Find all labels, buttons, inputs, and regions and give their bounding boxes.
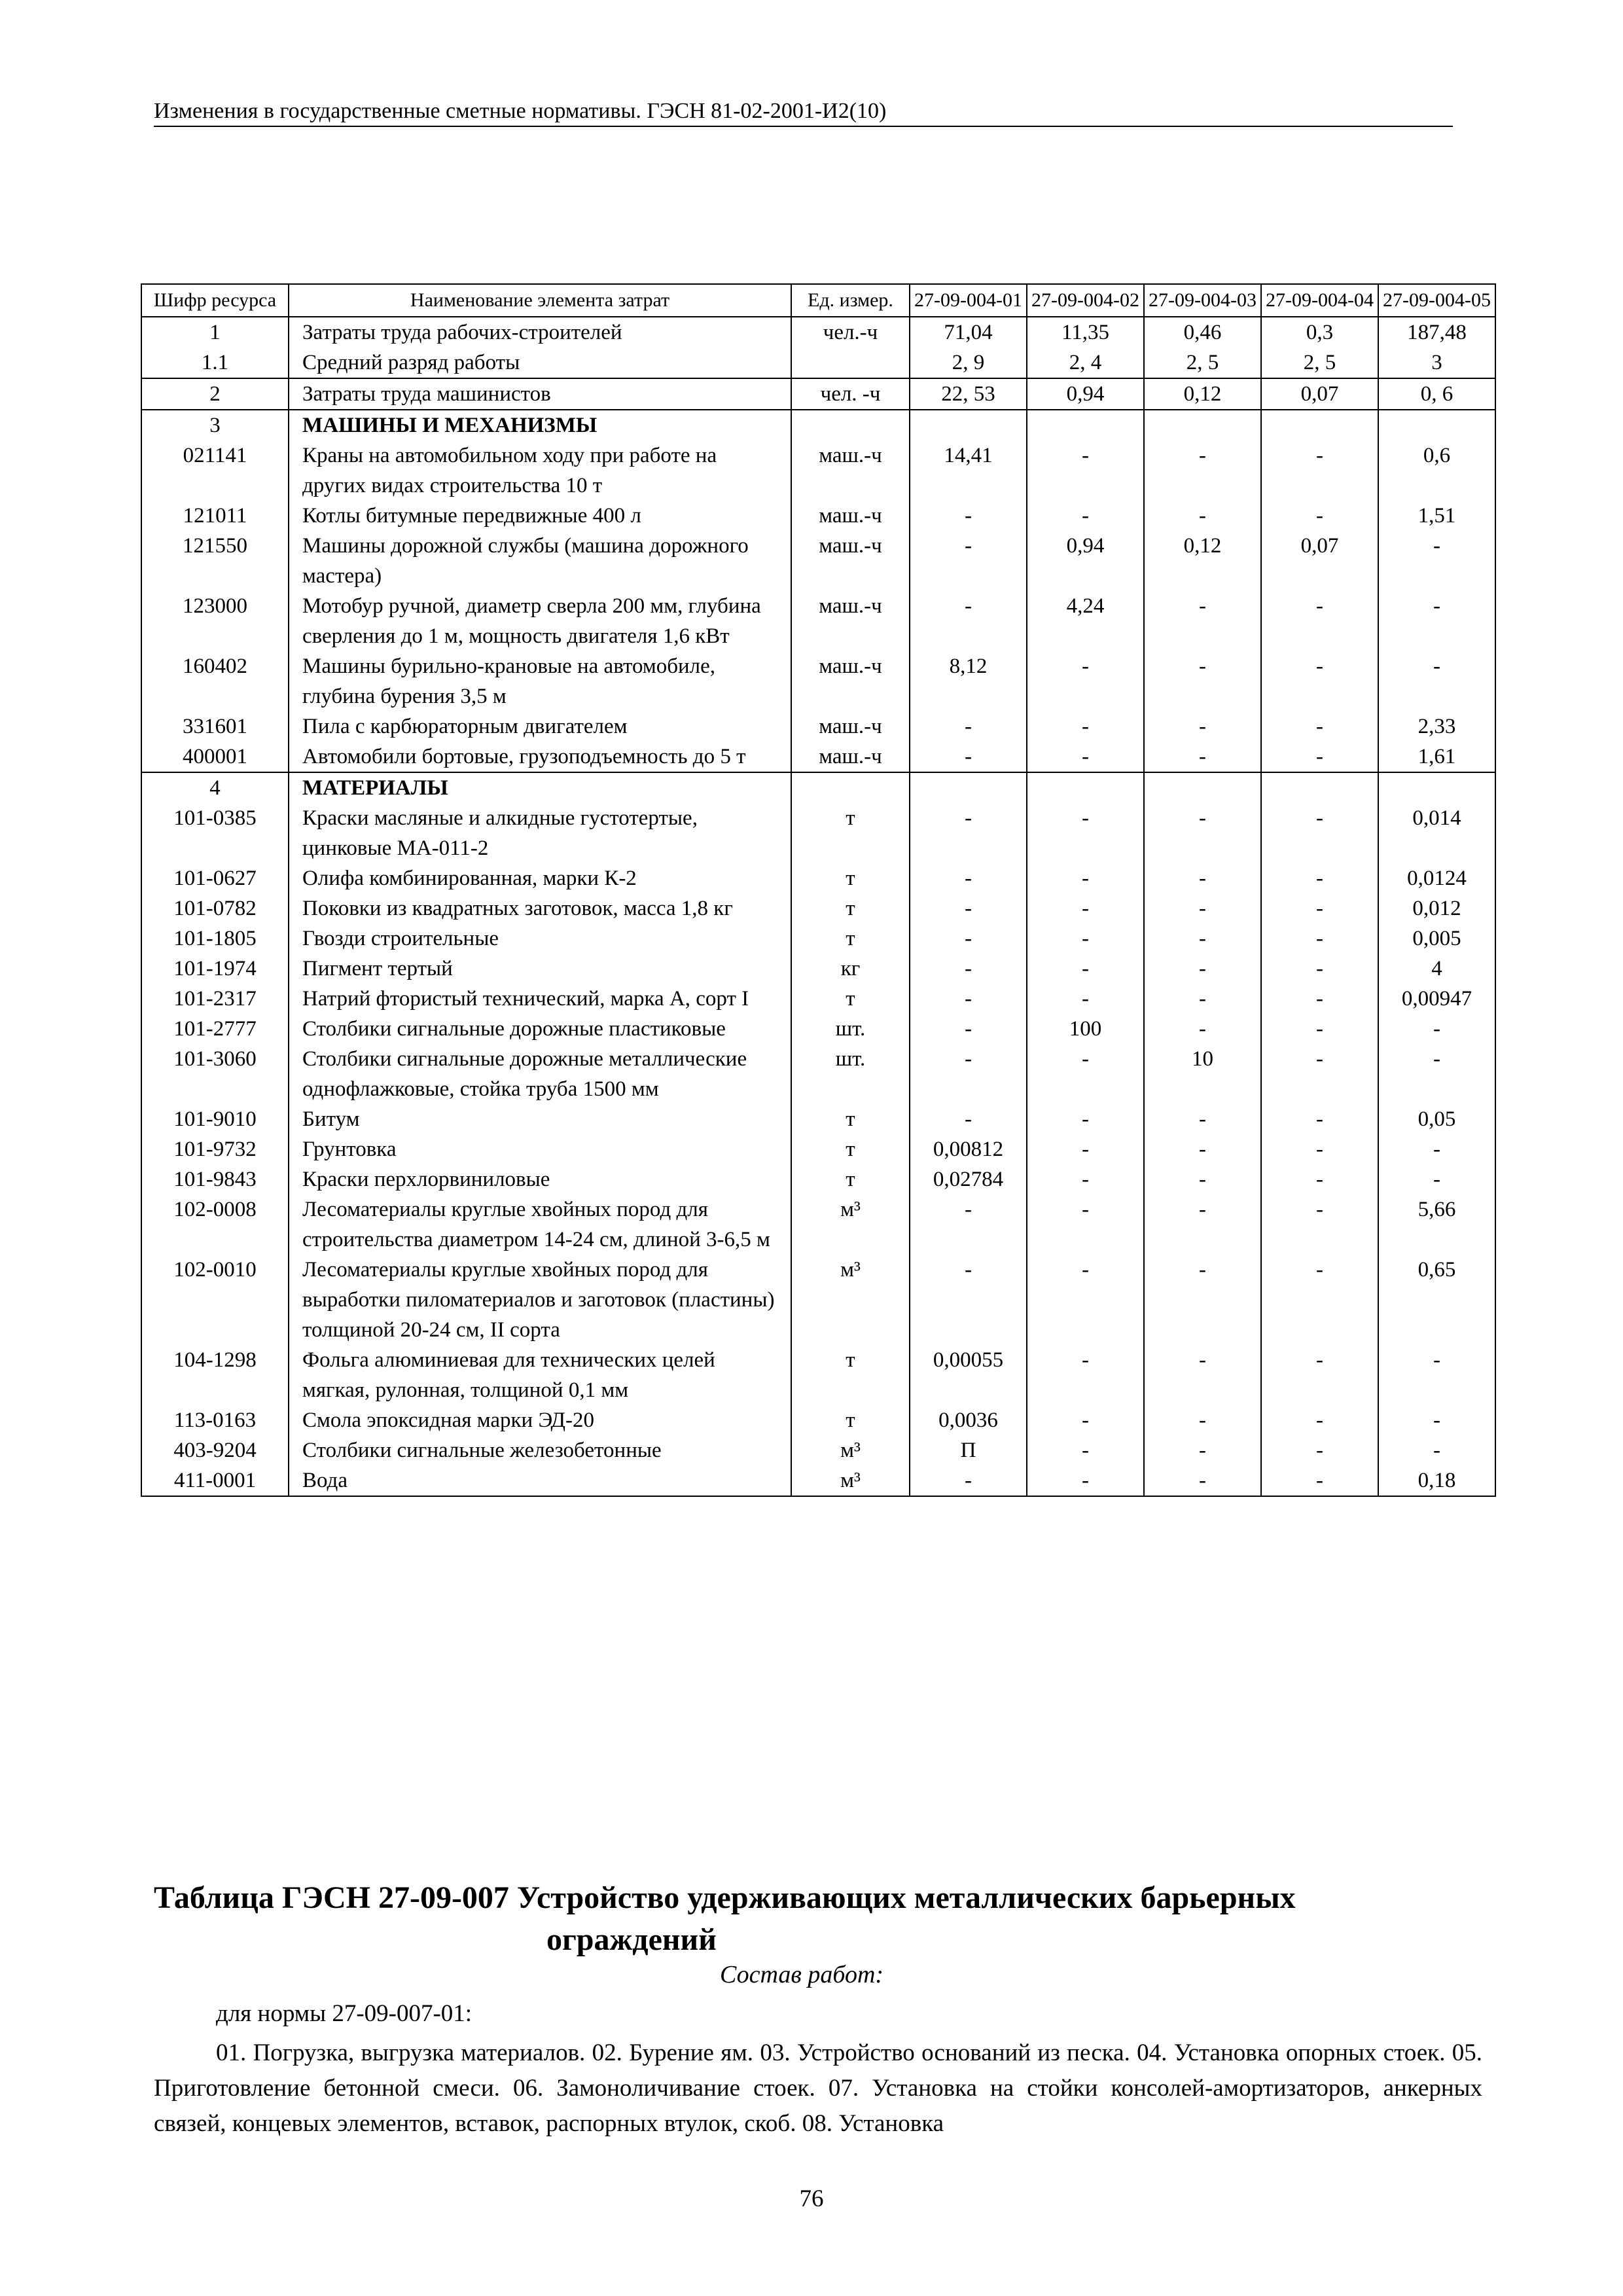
resource-name-cell: Краны на автомобильном ходу при работе на других видах строительства 10 т	[289, 440, 791, 501]
norm-value-cell: 0,18	[1378, 1465, 1495, 1496]
norm-value-cell: 2, 5	[1261, 348, 1378, 378]
resource-name-cell: Столбики сигнальные железобетонные	[289, 1435, 791, 1465]
norm-value-cell: 0,0124	[1378, 863, 1495, 893]
resource-name-cell: Краски масляные и алкидные густотертые, цинковые МА-011-2	[289, 803, 791, 863]
table-row	[141, 893, 1495, 924]
table-row	[141, 378, 1495, 410]
norm-value-cell: 0,94	[1027, 531, 1144, 591]
norm-value-cell: -	[1144, 1164, 1261, 1194]
norm-value-cell: 0,65	[1378, 1255, 1495, 1345]
norm-value-cell: 0,6	[1378, 440, 1495, 501]
norm-value-cell: -	[1027, 711, 1144, 742]
norm-value-cell: -	[910, 863, 1027, 893]
unit-cell: маш.-ч	[791, 711, 910, 742]
norm-value-cell: -	[1144, 591, 1261, 651]
unit-cell: маш.-ч	[791, 742, 910, 772]
table-row	[141, 1104, 1495, 1134]
section-title-line-2: ограждений	[546, 1922, 717, 1957]
resource-code-cell: 123000	[141, 591, 289, 651]
table-row	[141, 501, 1495, 531]
resource-code-cell: 101-9843	[141, 1164, 289, 1194]
norm-value-cell: 2,33	[1378, 711, 1495, 742]
column-header-norm-4: 27-09-004-04	[1261, 284, 1378, 317]
table-row	[141, 924, 1495, 954]
norm-value-cell: 71,04	[910, 317, 1027, 348]
table-row	[141, 531, 1495, 591]
resource-name-cell: Котлы битумные передвижные 400 л	[289, 501, 791, 531]
norm-value-cell: 0,07	[1261, 378, 1378, 410]
column-header-unit: Ед. измер.	[791, 284, 910, 317]
norm-reference: для нормы 27-09-007-01:	[216, 2000, 473, 2027]
norm-value-cell: -	[1027, 1255, 1144, 1345]
norm-value-cell: -	[910, 501, 1027, 531]
resource-name-cell: Пила с карбюраторным двигателем	[289, 711, 791, 742]
norm-value-cell: 0,12	[1144, 378, 1261, 410]
norm-value-cell: -	[1261, 1134, 1378, 1164]
norm-value-cell: -	[910, 1104, 1027, 1134]
resource-code-cell: 101-3060	[141, 1044, 289, 1104]
norm-value-cell: -	[1261, 1405, 1378, 1435]
resource-code-cell: 101-9732	[141, 1134, 289, 1164]
norm-value-cell: 0,012	[1378, 893, 1495, 924]
norm-value-cell: 14,41	[910, 440, 1027, 501]
norm-value-cell: -	[1261, 803, 1378, 863]
resource-code-cell: 411-0001	[141, 1465, 289, 1496]
norm-value-cell: -	[1378, 1164, 1495, 1194]
norm-value-cell: -	[1027, 651, 1144, 711]
resource-name-cell: Битум	[289, 1104, 791, 1134]
unit-cell: маш.-ч	[791, 531, 910, 591]
section-title	[154, 1877, 1495, 1961]
norm-value-cell: 11,35	[1027, 317, 1144, 348]
resource-code-cell: 101-2777	[141, 1014, 289, 1044]
column-header-code: Шифр ресурса	[141, 284, 289, 317]
norm-value-cell: -	[1144, 954, 1261, 984]
running-header: Изменения в государственные сметные нормативы. ГЭСН 81-02-2001-И2(10)	[154, 98, 1453, 127]
norm-value-cell: -	[1144, 803, 1261, 863]
table-row	[141, 1435, 1495, 1465]
norm-value-cell: -	[1027, 1405, 1144, 1435]
norm-value-cell: 3	[1378, 348, 1495, 378]
work-composition-text: 01. Погрузка, выгрузка материалов. 02. Бурение ям. 03. Устройство оснований из песка. 04. Установка опорных стоек. 05. Приготовление бетонной смеси. 06. Замоноличивание стоек. 07. Установка на стойки консолей-амортизаторов, анкерных связей, концевых элементов, вставок, распорных втулок, скоб. 08. Установка	[154, 2039, 1482, 2137]
resource-name-cell: Поковки из квадратных заготовок, масса 1,8 кг	[289, 893, 791, 924]
norm-value-cell: -	[910, 591, 1027, 651]
table-row	[141, 1164, 1495, 1194]
unit-cell: чел.-ч	[791, 317, 910, 348]
norm-value-cell: 10	[1144, 1044, 1261, 1104]
norm-value-cell: -	[1378, 1044, 1495, 1104]
norm-value-cell	[910, 772, 1027, 803]
table-row	[141, 1465, 1495, 1496]
resource-code-cell: 101-9010	[141, 1104, 289, 1134]
norm-value-cell: -	[1261, 893, 1378, 924]
unit-cell: маш.-ч	[791, 651, 910, 711]
column-header-norm-3: 27-09-004-03	[1144, 284, 1261, 317]
norm-value-cell: -	[910, 1044, 1027, 1104]
norm-value-cell	[1027, 772, 1144, 803]
resource-code-cell: 4	[141, 772, 289, 803]
unit-cell: маш.-ч	[791, 591, 910, 651]
norm-value-cell: -	[1144, 1405, 1261, 1435]
unit-cell: маш.-ч	[791, 501, 910, 531]
norm-value-cell: 0,00812	[910, 1134, 1027, 1164]
norm-value-cell: -	[1027, 803, 1144, 863]
norm-value-cell: -	[910, 984, 1027, 1014]
norm-value-cell: -	[1027, 1104, 1144, 1134]
resource-code-cell: 160402	[141, 651, 289, 711]
table-row	[141, 651, 1495, 711]
resource-code-cell: 2	[141, 378, 289, 410]
norm-value-cell: 4	[1378, 954, 1495, 984]
norm-value-cell: 1,51	[1378, 501, 1495, 531]
norm-value-cell: -	[1261, 1255, 1378, 1345]
norm-value-cell: -	[1027, 440, 1144, 501]
resource-code-cell: 101-1805	[141, 924, 289, 954]
norm-value-cell: -	[910, 803, 1027, 863]
resource-name-cell: Столбики сигнальные дорожные пластиковые	[289, 1014, 791, 1044]
resource-code-cell: 403-9204	[141, 1435, 289, 1465]
norm-value-cell: 22, 53	[910, 378, 1027, 410]
norm-value-cell: -	[1378, 1345, 1495, 1405]
norm-value-cell: -	[910, 954, 1027, 984]
norm-value-cell: -	[1144, 440, 1261, 501]
norm-value-cell: -	[1261, 1164, 1378, 1194]
norm-value-cell	[1261, 772, 1378, 803]
unit-cell: м³	[791, 1435, 910, 1465]
norm-value-cell: -	[1144, 1465, 1261, 1496]
norm-value-cell: 0,00055	[910, 1345, 1027, 1405]
norm-value-cell: -	[1378, 651, 1495, 711]
norm-value-cell: -	[1027, 501, 1144, 531]
norm-value-cell: -	[1027, 924, 1144, 954]
norm-value-cell: -	[1027, 1194, 1144, 1255]
unit-cell	[791, 772, 910, 803]
norm-value-cell: 0,46	[1144, 317, 1261, 348]
norm-value-cell: -	[1378, 1405, 1495, 1435]
page-number: 76	[799, 2185, 824, 2212]
norm-value-cell: -	[910, 711, 1027, 742]
norm-value-cell: -	[1261, 1104, 1378, 1134]
norm-value-cell: П	[910, 1435, 1027, 1465]
section-title-line-1: Таблица ГЭСН 27-09-007 Устройство удерживающих металлических барьерных	[154, 1880, 1296, 1915]
norm-value-cell: 0,94	[1027, 378, 1144, 410]
norm-value-cell	[1378, 410, 1495, 440]
resource-code-cell: 113-0163	[141, 1405, 289, 1435]
table-row	[141, 1345, 1495, 1405]
resource-name-cell: Автомобили бортовые, грузоподъемность до 5 т	[289, 742, 791, 772]
norm-value-cell: -	[910, 924, 1027, 954]
table-row	[141, 440, 1495, 501]
work-composition-label: Состав работ:	[720, 1961, 884, 1988]
resource-name-cell: Затраты труда машинистов	[289, 378, 791, 410]
norm-value-cell: 0,02784	[910, 1164, 1027, 1194]
resource-name-cell: Лесоматериалы круглые хвойных пород для строительства диаметром 14-24 см, длиной 3-6,5 м	[289, 1194, 791, 1255]
resource-name-cell: Мотобур ручной, диаметр сверла 200 мм, глубина сверления до 1 м, мощность двигателя 1,6 кВт	[289, 591, 791, 651]
norm-value-cell	[910, 410, 1027, 440]
resource-name-cell: Фольга алюминиевая для технических целей мягкая, рулонная, толщиной 0,1 мм	[289, 1345, 791, 1405]
table-row	[141, 1255, 1495, 1345]
norm-value-cell: -	[1144, 1345, 1261, 1405]
resource-name-cell: Грунтовка	[289, 1134, 791, 1164]
norm-value-cell: -	[1027, 742, 1144, 772]
resource-norms-table	[141, 283, 1496, 1497]
resource-code-cell: 102-0010	[141, 1255, 289, 1345]
norm-value-cell: -	[1144, 1194, 1261, 1255]
norm-value-cell: -	[1027, 863, 1144, 893]
table-body	[141, 317, 1495, 1496]
unit-cell: т	[791, 1104, 910, 1134]
resource-name-cell: Натрий фтористый технический, марка А, сорт I	[289, 984, 791, 1014]
unit-cell: т	[791, 863, 910, 893]
norm-value-cell	[1144, 410, 1261, 440]
unit-cell: м³	[791, 1194, 910, 1255]
resource-code-cell: 121550	[141, 531, 289, 591]
norm-value-cell: -	[1144, 863, 1261, 893]
norm-value-cell: -	[1378, 1134, 1495, 1164]
table-row	[141, 1014, 1495, 1044]
resource-name-cell: Машины бурильно-крановые на автомобиле, глубина бурения 3,5 м	[289, 651, 791, 711]
resource-name-cell: Лесоматериалы круглые хвойных пород для выработки пиломатериалов и заготовок (пластины) толщиной 20-24 см, II сорта	[289, 1255, 791, 1345]
norm-value-cell: -	[1027, 984, 1144, 1014]
resource-code-cell: 104-1298	[141, 1345, 289, 1405]
column-header-norm-5: 27-09-004-05	[1378, 284, 1495, 317]
table-row	[141, 348, 1495, 378]
unit-cell: т	[791, 1164, 910, 1194]
unit-cell: т	[791, 1134, 910, 1164]
table-header-row	[141, 284, 1495, 317]
norm-value-cell: -	[1261, 1345, 1378, 1405]
norm-value-cell: -	[910, 531, 1027, 591]
norm-value-cell: -	[1261, 1014, 1378, 1044]
resource-name-cell: Смола эпоксидная марки ЭД-20	[289, 1405, 791, 1435]
norm-value-cell: -	[1261, 591, 1378, 651]
norm-value-cell: 0,05	[1378, 1104, 1495, 1134]
table-row	[141, 1194, 1495, 1255]
resource-code-cell: 331601	[141, 711, 289, 742]
resource-code-cell: 121011	[141, 501, 289, 531]
unit-cell: т	[791, 1345, 910, 1405]
table-row	[141, 591, 1495, 651]
table-row	[141, 984, 1495, 1014]
norm-value-cell: -	[1261, 711, 1378, 742]
norm-value-cell: -	[1261, 742, 1378, 772]
table-row	[141, 1405, 1495, 1435]
resource-code-cell: 101-0385	[141, 803, 289, 863]
unit-cell: т	[791, 924, 910, 954]
norm-value-cell: -	[1378, 1435, 1495, 1465]
unit-cell	[791, 410, 910, 440]
norm-value-cell: -	[1378, 1014, 1495, 1044]
norm-value-cell: -	[910, 1255, 1027, 1345]
unit-cell: т	[791, 984, 910, 1014]
norm-value-cell: 5,66	[1378, 1194, 1495, 1255]
norm-value-cell: -	[1027, 954, 1144, 984]
table-row	[141, 317, 1495, 348]
table-row	[141, 1044, 1495, 1104]
unit-cell: шт.	[791, 1014, 910, 1044]
norm-value-cell: -	[1144, 1435, 1261, 1465]
resource-code-cell: 102-0008	[141, 1194, 289, 1255]
norm-value-cell	[1378, 772, 1495, 803]
norm-value-cell: -	[1261, 1465, 1378, 1496]
norm-value-cell: 0,00947	[1378, 984, 1495, 1014]
norm-value-cell: -	[1144, 651, 1261, 711]
norm-value-cell: -	[910, 742, 1027, 772]
norm-value-cell: -	[1261, 440, 1378, 501]
resource-code-cell: 1	[141, 317, 289, 348]
norm-value-cell	[1144, 772, 1261, 803]
norm-value-cell: -	[1261, 984, 1378, 1014]
norm-value-cell: 4,24	[1027, 591, 1144, 651]
table-row	[141, 1134, 1495, 1164]
norm-value-cell: -	[1378, 531, 1495, 591]
norm-value-cell: 187,48	[1378, 317, 1495, 348]
norm-value-cell: 100	[1027, 1014, 1144, 1044]
norm-value-cell: -	[1144, 1134, 1261, 1164]
norm-value-cell: -	[1261, 1194, 1378, 1255]
norm-value-cell: -	[1027, 1345, 1144, 1405]
norm-value-cell: -	[1144, 742, 1261, 772]
norm-value-cell: 2, 5	[1144, 348, 1261, 378]
resource-code-cell: 1.1	[141, 348, 289, 378]
norm-value-cell: 0,0036	[910, 1405, 1027, 1435]
norm-value-cell: -	[1144, 501, 1261, 531]
unit-cell: т	[791, 803, 910, 863]
column-header-name: Наименование элемента затрат	[289, 284, 791, 317]
table-row	[141, 954, 1495, 984]
norm-value-cell: -	[910, 1465, 1027, 1496]
resource-name-cell: Средний разряд работы	[289, 348, 791, 378]
norm-value-cell: -	[1261, 501, 1378, 531]
resource-name-cell: Гвозди строительные	[289, 924, 791, 954]
table-row	[141, 410, 1495, 440]
norm-value-cell: -	[1027, 1044, 1144, 1104]
norm-value-cell: -	[910, 1194, 1027, 1255]
norm-value-cell	[1261, 410, 1378, 440]
table-row	[141, 772, 1495, 803]
norm-value-cell: 0, 6	[1378, 378, 1495, 410]
norm-value-cell: -	[1378, 591, 1495, 651]
table-row	[141, 863, 1495, 893]
unit-cell: м³	[791, 1255, 910, 1345]
norm-value-cell: -	[1144, 924, 1261, 954]
unit-cell: маш.-ч	[791, 440, 910, 501]
unit-cell: т	[791, 893, 910, 924]
column-header-norm-2: 27-09-004-02	[1027, 284, 1144, 317]
unit-cell: м³	[791, 1465, 910, 1496]
resource-name-cell: Столбики сигнальные дорожные металлические однофлажковые, стойка труба 1500 мм	[289, 1044, 791, 1104]
norm-value-cell: 8,12	[910, 651, 1027, 711]
unit-cell: кг	[791, 954, 910, 984]
table-row	[141, 742, 1495, 772]
norm-value-cell: -	[1261, 651, 1378, 711]
resource-name-cell: МАТЕРИАЛЫ	[289, 772, 791, 803]
norm-value-cell: 0,005	[1378, 924, 1495, 954]
norm-value-cell: -	[910, 893, 1027, 924]
norm-value-cell: -	[1027, 1465, 1144, 1496]
norm-value-cell: -	[1144, 984, 1261, 1014]
resource-code-cell: 400001	[141, 742, 289, 772]
unit-cell: чел. -ч	[791, 378, 910, 410]
resource-name-cell: Краски перхлорвиниловые	[289, 1164, 791, 1194]
norm-value-cell	[1027, 410, 1144, 440]
resource-name-cell: Пигмент тертый	[289, 954, 791, 984]
norm-value-cell: 0,014	[1378, 803, 1495, 863]
resource-code-cell: 101-2317	[141, 984, 289, 1014]
resource-code-cell: 101-0627	[141, 863, 289, 893]
resource-code-cell: 021141	[141, 440, 289, 501]
resource-name-cell: МАШИНЫ И МЕХАНИЗМЫ	[289, 410, 791, 440]
resource-name-cell: Машины дорожной службы (машина дорожного мастера)	[289, 531, 791, 591]
column-header-norm-1: 27-09-004-01	[910, 284, 1027, 317]
norm-value-cell: -	[1027, 1134, 1144, 1164]
norm-value-cell: 2, 9	[910, 348, 1027, 378]
resource-name-cell: Затраты труда рабочих-строителей	[289, 317, 791, 348]
resource-code-cell: 101-1974	[141, 954, 289, 984]
norm-value-cell: -	[1027, 1164, 1144, 1194]
unit-cell: т	[791, 1405, 910, 1435]
resource-code-cell: 101-0782	[141, 893, 289, 924]
norm-value-cell: -	[1261, 954, 1378, 984]
norm-value-cell: -	[1144, 711, 1261, 742]
norm-value-cell: -	[1261, 924, 1378, 954]
norm-value-cell: 0,3	[1261, 317, 1378, 348]
unit-cell	[791, 348, 910, 378]
norm-value-cell: -	[1261, 1435, 1378, 1465]
table-row	[141, 803, 1495, 863]
resource-name-cell: Вода	[289, 1465, 791, 1496]
norm-value-cell: -	[1144, 1255, 1261, 1345]
resource-name-cell: Олифа комбинированная, марки К-2	[289, 863, 791, 893]
resource-code-cell: 3	[141, 410, 289, 440]
norm-value-cell: 1,61	[1378, 742, 1495, 772]
norm-value-cell: -	[1144, 1104, 1261, 1134]
norm-value-cell: -	[1261, 863, 1378, 893]
norm-value-cell: 2, 4	[1027, 348, 1144, 378]
norm-value-cell: -	[1027, 893, 1144, 924]
norm-value-cell: -	[1144, 1014, 1261, 1044]
norm-value-cell: -	[1144, 893, 1261, 924]
norm-value-cell: 0,12	[1144, 531, 1261, 591]
norm-value-cell: 0,07	[1261, 531, 1378, 591]
unit-cell: шт.	[791, 1044, 910, 1104]
norm-value-cell: -	[910, 1014, 1027, 1044]
norm-value-cell: -	[1261, 1044, 1378, 1104]
table-row	[141, 711, 1495, 742]
norm-value-cell: -	[1027, 1435, 1144, 1465]
